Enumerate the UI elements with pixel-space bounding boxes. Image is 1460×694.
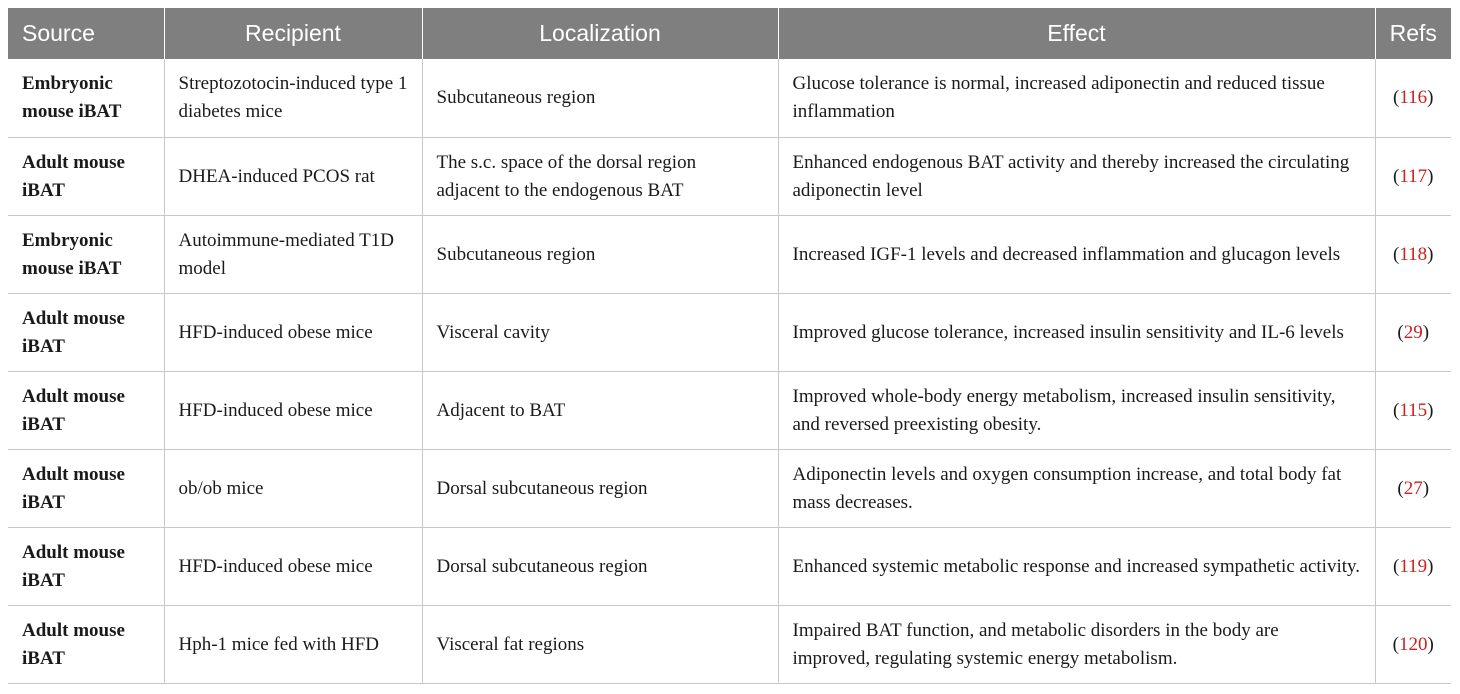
cell-ref: (115) [1375, 372, 1451, 450]
cell-recipient: HFD-induced obese mice [164, 294, 422, 372]
table-row [8, 59, 1451, 138]
cell-ref: (120) [1375, 606, 1451, 684]
cell-ref: (117) [1375, 138, 1451, 216]
cell-recipient: Hph-1 mice fed with HFD [164, 606, 422, 684]
header-recipient: Recipient [164, 8, 422, 59]
table-row [8, 528, 1451, 606]
ref-link[interactable]: 120 [1399, 633, 1428, 655]
cell-localization: Dorsal subcutaneous region [422, 450, 778, 528]
cell-source: Embryonic mouse iBAT [8, 216, 164, 294]
cell-recipient: Autoimmune-mediated T1D model [164, 216, 422, 294]
cell-localization: Dorsal subcutaneous region [422, 528, 778, 606]
cell-source: Embryonic mouse iBAT [8, 59, 164, 138]
cell-recipient: ob/ob mice [164, 450, 422, 528]
cell-ref: (119) [1375, 528, 1451, 606]
cell-effect: Enhanced endogenous BAT activity and thereby increased the circulating adiponectin level [778, 138, 1375, 216]
cell-source: Adult mouse iBAT [8, 450, 164, 528]
ref-link[interactable]: 119 [1399, 555, 1428, 577]
cell-recipient: HFD-induced obese mice [164, 372, 422, 450]
table-row [8, 372, 1451, 450]
cell-ref: (29) [1375, 294, 1451, 372]
ref-link[interactable]: 116 [1399, 87, 1428, 108]
table-body [8, 59, 1451, 684]
data-table [8, 8, 1451, 684]
cell-ref: (118) [1375, 216, 1451, 294]
cell-localization: Visceral cavity [422, 294, 778, 372]
cell-effect: Improved whole-body energy metabolism, increased insulin sensitivity, and reversed preexisting obesity. [778, 372, 1375, 450]
cell-localization: The s.c. space of the dorsal region adjacent to the endogenous BAT [422, 138, 778, 216]
header-row [8, 8, 1451, 59]
ref-link[interactable]: 27 [1403, 477, 1423, 499]
cell-effect: Impaired BAT function, and metabolic disorders in the body are improved, regulating systemic energy metabolism. [778, 606, 1375, 684]
cell-source: Adult mouse iBAT [8, 372, 164, 450]
header-localization: Localization [422, 8, 778, 59]
cell-effect: Improved glucose tolerance, increased insulin sensitivity and IL-6 levels [778, 294, 1375, 372]
ref-link[interactable]: 29 [1403, 321, 1423, 343]
ref-link[interactable]: 118 [1399, 243, 1428, 265]
table-row [8, 606, 1451, 684]
table-row [8, 216, 1451, 294]
table-row [8, 294, 1451, 372]
cell-source: Adult mouse iBAT [8, 528, 164, 606]
cell-source: Adult mouse iBAT [8, 138, 164, 216]
cell-recipient: DHEA-induced PCOS rat [164, 138, 422, 216]
table-header [8, 8, 1451, 59]
ref-link[interactable]: 115 [1399, 399, 1428, 421]
table-row [8, 450, 1451, 528]
table-row [8, 138, 1451, 216]
cell-recipient: Streptozotocin-induced type 1 diabetes mice [164, 59, 422, 138]
header-source: Source [8, 8, 164, 59]
cell-localization: Adjacent to BAT [422, 372, 778, 450]
cell-effect: Adiponectin levels and oxygen consumption increase, and total body fat mass decreases. [778, 450, 1375, 528]
table-container [8, 8, 1451, 684]
cell-localization: Subcutaneous region [422, 216, 778, 294]
cell-recipient: HFD-induced obese mice [164, 528, 422, 606]
cell-source: Adult mouse iBAT [8, 294, 164, 372]
cell-localization: Visceral fat regions [422, 606, 778, 684]
header-effect: Effect [778, 8, 1375, 59]
header-refs: Refs [1375, 8, 1451, 59]
cell-effect: Glucose tolerance is normal, increased adiponectin and reduced tissue inflammation [778, 59, 1375, 138]
cell-localization: Subcutaneous region [422, 59, 778, 138]
cell-effect: Increased IGF-1 levels and decreased inflammation and glucagon levels [778, 216, 1375, 294]
ref-link[interactable]: 117 [1399, 165, 1428, 187]
cell-ref: (116) [1375, 59, 1451, 138]
cell-effect: Enhanced systemic metabolic response and increased sympathetic activity. [778, 528, 1375, 606]
cell-ref: (27) [1375, 450, 1451, 528]
cell-source: Adult mouse iBAT [8, 606, 164, 684]
